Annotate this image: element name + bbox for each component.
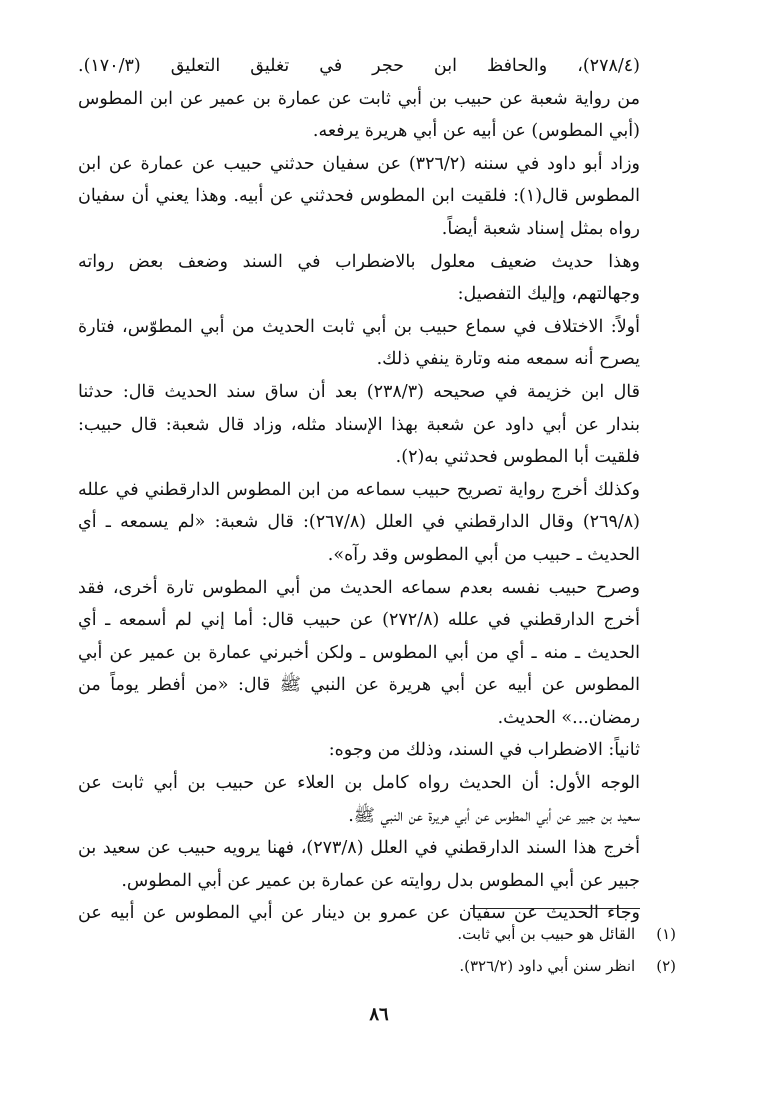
- main-text-block: [78, 50, 640, 930]
- text-line: قال ابن خزيمة في صحيحه (٢٣٨/٣) بعد أن ساق سند الحديث قال: حدثنا: [78, 381, 640, 402]
- text-line: بندار عن أبي داود عن شعبة بهذا الإسناد مثله، وزاد قال شعبة: قال حبيب:: [78, 414, 640, 435]
- text-line: يصرح أنه سمعه منه وتارة ينفي ذلك.: [376, 349, 640, 370]
- text-line: رواه بمثل إسناد شعبة أيضاً.: [441, 218, 640, 239]
- text-line: ثانياً: الاضطراب في السند، وذلك من وجوه:: [328, 740, 640, 761]
- footnotes-block: [76, 918, 676, 982]
- page-number: ٨٦: [369, 1004, 389, 1025]
- text-line: سعيد بن جبير عن أبي المطوس عن أبي هريرة عن النبي ﷺ.: [348, 805, 640, 826]
- text-line: رمضان...» الحديث.: [497, 707, 640, 728]
- text-line: الحديث ـ منه ـ أي من أبي المطوس ـ ولكن أخبرني عمارة بن عمير عن أبي: [78, 642, 640, 663]
- text-line: جبير عن أبي المطوس بدل روايته عن عمارة بن عمير عن أبي المطوس.: [121, 870, 640, 891]
- text-line: فلقيت أبا المطوس فحدثني به(٢).: [395, 447, 640, 468]
- text-line: وهذا حديث ضعيف معلول بالاضطراب في السند وضعف بعض رواته: [78, 251, 640, 272]
- footnote: [76, 918, 676, 950]
- text-line: (أبي المطوس) عن أبيه عن أبي هريرة يرفعه.: [312, 121, 640, 142]
- footnote-text: القائل هو حبيب بن أبي ثابت.: [457, 925, 636, 943]
- text-line: وجهالتهم، وإليك التفصيل:: [457, 284, 640, 305]
- text-line: أخرج الدارقطني في علله (٢٧٢/٨) عن حبيب قال: أما إني لم أسمعه ـ أي: [78, 610, 640, 631]
- footnote-text: انظر سنن أبي داود (٣٢٦/٢).: [459, 957, 636, 975]
- footnote-separator: [470, 908, 640, 909]
- text-line: (٢٧٨/٤)، والحافظ ابن حجر في تغليق التعليق (١٧٠/٣).: [78, 56, 640, 76]
- text-line: وجاء الحديث عن سفيان عن عمرو بن دينار عن أبي المطوس عن أبيه عن: [78, 903, 640, 924]
- text-line: الحديث ـ حبيب من أبي المطوس وقد رآه».: [327, 544, 640, 565]
- text-line: المطوس عن أبيه عن أبي هريرة عن النبي ﷺ قال: «من أفطر يوماً من: [78, 675, 640, 696]
- text-line: المطوس قال(١): فلقيت ابن المطوس فحدثني عن أبيه. وهذا يعني أن سفيان: [78, 186, 640, 207]
- text-line: وصرح حبيب نفسه بعدم سماعه الحديث من أبي المطوس تارة أخرى، فقد: [78, 577, 640, 598]
- text-line: من رواية شعبة عن حبيب بن أبي ثابت عن عمارة بن عمير عن ابن المطوس: [78, 88, 640, 109]
- text-line: الوجه الأول: أن الحديث رواه كامل بن العلاء عن حبيب بن أبي ثابت عن: [78, 773, 640, 794]
- text-line: أخرج هذا السند الدارقطني في العلل (٢٧٣/٨)، فهنا يرويه حبيب عن سعيد بن: [78, 838, 640, 859]
- text-line: وزاد أبو داود في سننه (٣٢٦/٢) عن سفيان حدثني حبيب عن عمارة عن ابن: [78, 153, 640, 174]
- text-line: أولاً: الاختلاف في سماع حبيب بن أبي ثابت الحديث من أبي المطوّس، فتارة: [78, 316, 640, 337]
- footnote: [76, 950, 676, 982]
- footnote-number: (٢): [656, 957, 676, 975]
- text-line: (٢٦٩/٨) وقال الدارقطني في العلل (٢٦٧/٨): قال شعبة: «لم يسمعه ـ أي: [78, 512, 640, 533]
- footnote-number: (١): [656, 925, 676, 943]
- text-line: وكذلك أخرج رواية تصريح حبيب سماعه من ابن المطوس الدارقطني في علله: [78, 479, 640, 500]
